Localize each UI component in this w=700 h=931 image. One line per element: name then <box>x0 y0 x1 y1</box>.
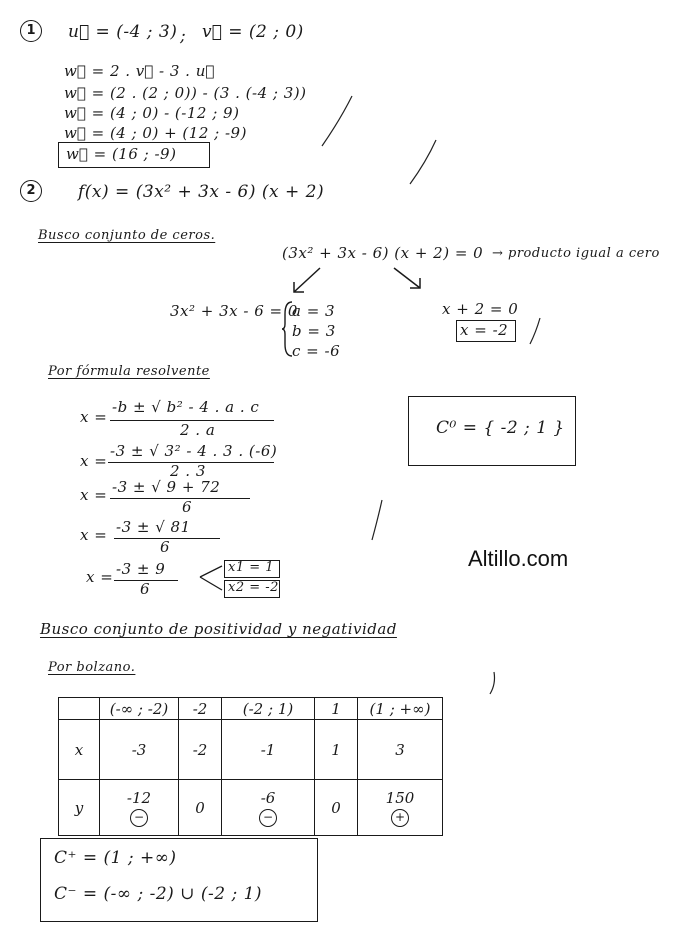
step-5-denominator: 6 <box>140 580 151 598</box>
step-1-lhs: x = <box>80 408 108 426</box>
step-1-numerator: -b ± √ b² - 4 . a . c <box>112 398 260 416</box>
function-definition: f(x) = (3x² + 3x - 6) (x + 2) <box>78 182 325 202</box>
y-value-cell <box>179 780 222 836</box>
bolzano-table <box>58 697 443 836</box>
altillo-watermark: Altillo.com <box>468 546 569 571</box>
y-value: -12 <box>126 788 152 807</box>
step-1-denominator: 2 . a <box>180 421 216 439</box>
y-value-cell <box>100 780 179 836</box>
row-label-x: x <box>59 720 100 780</box>
row-label-y: y <box>59 780 100 836</box>
step-2-numerator: -3 ± √ 3² - 4 . 3 . (-6) <box>110 442 278 460</box>
interval-cell: (-∞ ; -2) <box>100 698 179 720</box>
table-row-y <box>59 780 443 836</box>
coefficient-b: b = 3 <box>292 322 336 340</box>
zero-product-equation: (3x² + 3x - 6) (x + 2) = 0 <box>282 244 484 262</box>
y-value: -6 <box>260 788 276 807</box>
step-3-lhs: x = <box>80 486 108 504</box>
step-5-lhs: x = <box>86 568 114 586</box>
table-row-x <box>59 720 443 780</box>
formula-heading: Por fórmula resolvente <box>48 364 210 379</box>
exercise-2-number: 2 <box>20 180 42 202</box>
negativity-set: C⁻ = (-∞ ; -2) ∪ (-2 ; 1) <box>54 884 263 904</box>
roots-heading: Busco conjunto de ceros. <box>38 228 216 243</box>
quadratic-equation: 3x² + 3x - 6 = 0 <box>170 302 298 320</box>
interval-cell: -2 <box>179 698 222 720</box>
zero-product-note: → producto igual a cero <box>492 246 660 261</box>
table-header-row <box>59 698 443 720</box>
interval-cell: 1 <box>315 698 358 720</box>
table-corner-cell <box>59 698 100 720</box>
x-value-cell: -2 <box>179 720 222 780</box>
ex1-line-2: w⃗ = (2 . (2 ; 0)) - (3 . (-4 ; 3)) <box>64 84 307 102</box>
exercise-1-number: 1 <box>20 20 42 42</box>
positivity-set: C⁺ = (1 ; +∞) <box>54 848 177 868</box>
negative-sign-icon: − <box>130 809 148 827</box>
x-value-cell: 1 <box>315 720 358 780</box>
y-value-cell <box>358 780 443 836</box>
x-value-cell: -3 <box>100 720 179 780</box>
interval-cell: (1 ; +∞) <box>358 698 443 720</box>
step-4-numerator: -3 ± √ 81 <box>116 518 191 536</box>
linear-result: x = -2 <box>460 321 509 339</box>
vector-separator: ; <box>180 26 187 46</box>
interval-cell: (-2 ; 1) <box>222 698 315 720</box>
x-value-cell: -1 <box>222 720 315 780</box>
y-value: 0 <box>195 798 205 817</box>
coefficient-c: c = -6 <box>292 342 341 360</box>
positive-sign-icon: + <box>391 809 409 827</box>
step-2-denominator: 2 . 3 <box>170 462 206 480</box>
root-x1: x1 = 1 <box>228 560 275 575</box>
vector-u: u⃗ = (-4 ; 3) <box>68 22 178 42</box>
zero-set: C⁰ = { -2 ; 1 } <box>436 418 565 438</box>
ex1-line-4: w⃗ = (4 ; 0) + (12 ; -9) <box>64 124 247 142</box>
y-value: 0 <box>331 798 341 817</box>
step-4-lhs: x = <box>80 526 108 544</box>
ex1-line-3: w⃗ = (4 ; 0) - (-12 ; 9) <box>64 104 240 122</box>
root-x2: x2 = -2 <box>228 580 279 595</box>
step-4-denominator: 6 <box>160 538 171 556</box>
step-3-denominator: 6 <box>182 498 193 516</box>
step-2-lhs: x = <box>80 452 108 470</box>
vector-v: v⃗ = (2 ; 0) <box>202 22 304 42</box>
step-5-numerator: -3 ± 9 <box>116 560 166 578</box>
x-value-cell: 3 <box>358 720 443 780</box>
bolzano-heading: Por bolzano. <box>48 660 136 675</box>
y-value-cell <box>222 780 315 836</box>
y-value: 150 <box>385 788 415 807</box>
negative-sign-icon: − <box>259 809 277 827</box>
step-3-numerator: -3 ± √ 9 + 72 <box>112 478 221 496</box>
ex1-result: w⃗ = (16 ; -9) <box>66 145 177 163</box>
linear-equation: x + 2 = 0 <box>442 300 519 318</box>
coefficient-a: a = 3 <box>292 302 336 320</box>
y-value-cell <box>315 780 358 836</box>
sign-heading: Busco conjunto de positividad y negatividad <box>40 620 397 638</box>
ex1-line-1: w⃗ = 2 . v⃗ - 3 . u⃗ <box>64 62 215 80</box>
